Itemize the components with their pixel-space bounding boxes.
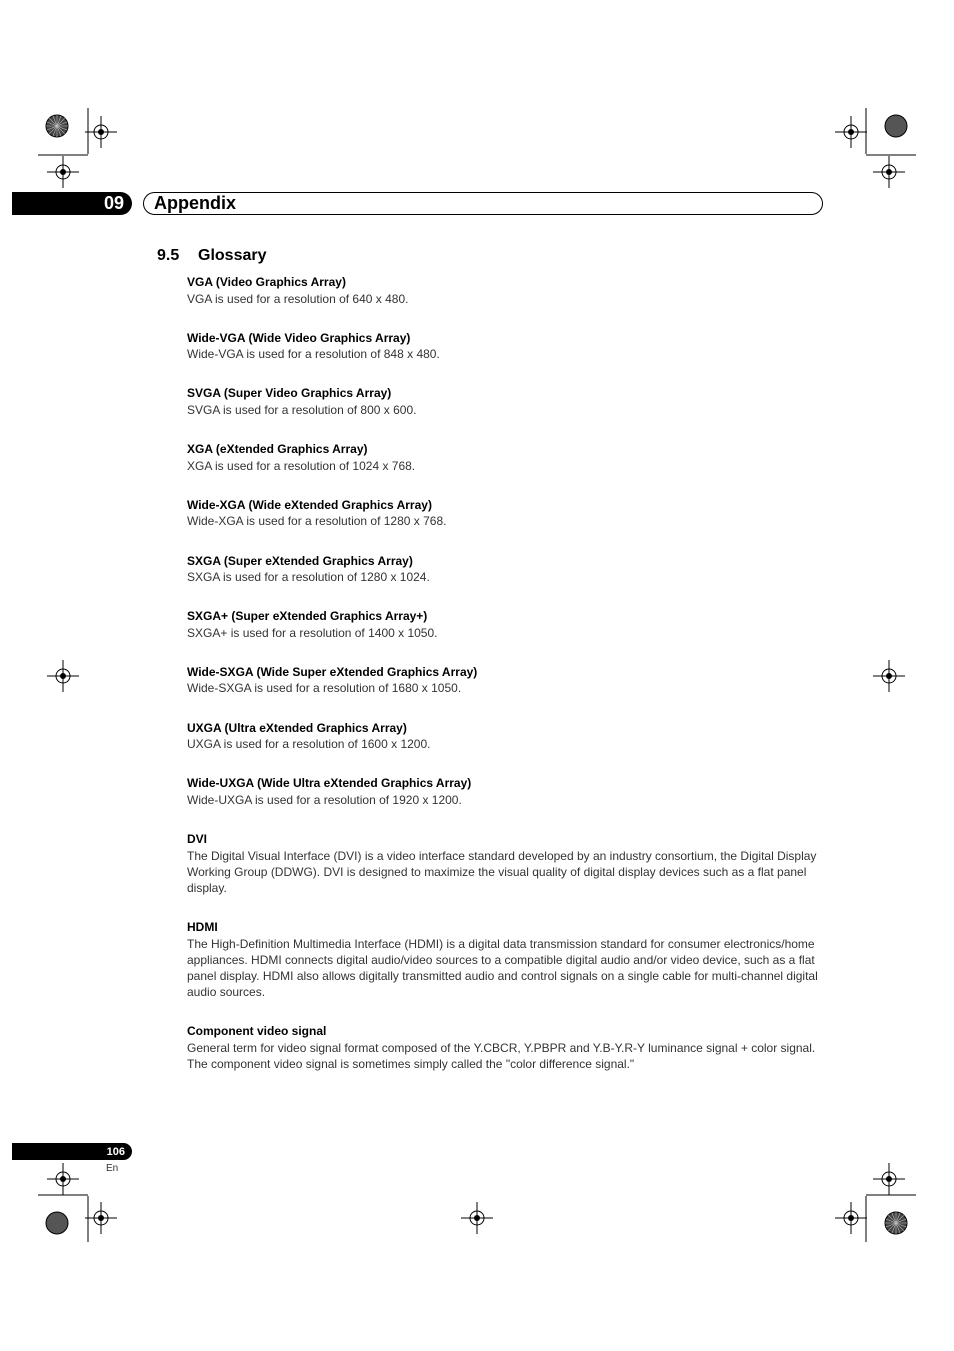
glossary-term: Wide-UXGA (Wide Ultra eXtended Graphics Array) xyxy=(187,776,472,791)
glossary-entry-vga xyxy=(187,275,827,307)
chapter-title: Appendix xyxy=(154,193,237,213)
section-title: Glossary xyxy=(198,247,267,264)
glossary-definition: VGA is used for a resolution of 640 x 480. xyxy=(187,291,409,306)
glossary-entry-uxga xyxy=(187,721,827,753)
glossary-term: SVGA (Super Video Graphics Array) xyxy=(187,386,392,401)
glossary-entry-hdmi xyxy=(187,920,827,1000)
glossary-definition: Wide-UXGA is used for a resolution of 1920 x 1200. xyxy=(187,792,462,807)
glossary-entry-component-video xyxy=(187,1024,827,1072)
glossary-term: Component video signal xyxy=(187,1024,327,1039)
chapter-number: 09 xyxy=(103,193,124,213)
glossary-definition: SVGA is used for a resolution of 800 x 600. xyxy=(187,402,417,417)
chapter-title-bar xyxy=(143,192,823,215)
glossary-term: VGA (Video Graphics Array) xyxy=(187,275,346,289)
glossary-definition: General term for video signal format composed of the Y.CBCR, Y.PBPR and Y.B-Y.R-Y luminance signal + color signal. The component video signal is sometimes simply called the "color difference signal." xyxy=(187,1040,816,1072)
glossary-entry-wide-sxga xyxy=(187,665,827,697)
glossary-term: Wide-SXGA (Wide Super eXtended Graphics Array) xyxy=(187,664,478,679)
glossary-definition: SXGA is used for a resolution of 1280 x 1024. xyxy=(187,570,430,585)
glossary-term: UXGA (Ultra eXtended Graphics Array) xyxy=(187,720,407,735)
glossary-entry-dvi xyxy=(187,832,827,896)
glossary-term: XGA (eXtended Graphics Array) xyxy=(187,442,368,457)
glossary-term: Wide-XGA (Wide eXtended Graphics Array) xyxy=(187,497,432,512)
glossary-entry-sxga-plus xyxy=(187,609,827,641)
chapter-badge xyxy=(12,192,132,215)
glossary-definition: The Digital Visual Interface (DVI) is a video interface standard developed by an industry consortium, the Digital Display Working Group (DDWG). DVI is designed to maximize the visual quality of digital display devices such as a flat panel display. xyxy=(187,848,817,895)
section-number: 9.5 xyxy=(157,247,180,264)
glossary-definition: Wide-VGA is used for a resolution of 848 x 480. xyxy=(187,347,440,362)
glossary-definition: Wide-SXGA is used for a resolution of 1680 x 1050. xyxy=(187,681,462,696)
glossary-entry-svga xyxy=(187,386,827,418)
page-number: 106 xyxy=(106,1145,125,1158)
glossary-entry-wide-xga xyxy=(187,498,827,530)
glossary-term: Wide-VGA (Wide Video Graphics Array) xyxy=(187,330,411,345)
glossary-term: SXGA+ (Super eXtended Graphics Array+) xyxy=(187,609,428,624)
glossary-term: SXGA (Super eXtended Graphics Array) xyxy=(187,553,413,568)
glossary-definition: UXGA is used for a resolution of 1600 x 1200. xyxy=(187,737,431,752)
glossary-definition: Wide-XGA is used for a resolution of 1280 x 768. xyxy=(187,514,447,529)
glossary-term: HDMI xyxy=(187,920,218,935)
section-heading xyxy=(157,247,266,265)
page-number-badge xyxy=(12,1143,132,1160)
glossary-definition: The High-Definition Multimedia Interface (HDMI) is a digital data transmission standard for consumer electronics/home appliances. HDMI connects digital audio/video sources to a compatible digital audio and/or video device, such as a flat panel display. HDMI also allows digitally transmitted audio and control signals on a single cable for multi-channel digital audio sources. xyxy=(187,936,818,1000)
glossary-list xyxy=(187,275,827,1096)
glossary-entry-sxga xyxy=(187,554,827,586)
glossary-entry-xga xyxy=(187,442,827,474)
glossary-definition: SXGA+ is used for a resolution of 1400 x 1050. xyxy=(187,625,438,640)
glossary-entry-wide-vga xyxy=(187,331,827,363)
page-language: En xyxy=(106,1163,119,1174)
glossary-entry-wide-uxga xyxy=(187,776,827,808)
glossary-term: DVI xyxy=(187,832,208,847)
glossary-definition: XGA is used for a resolution of 1024 x 768. xyxy=(187,458,416,473)
